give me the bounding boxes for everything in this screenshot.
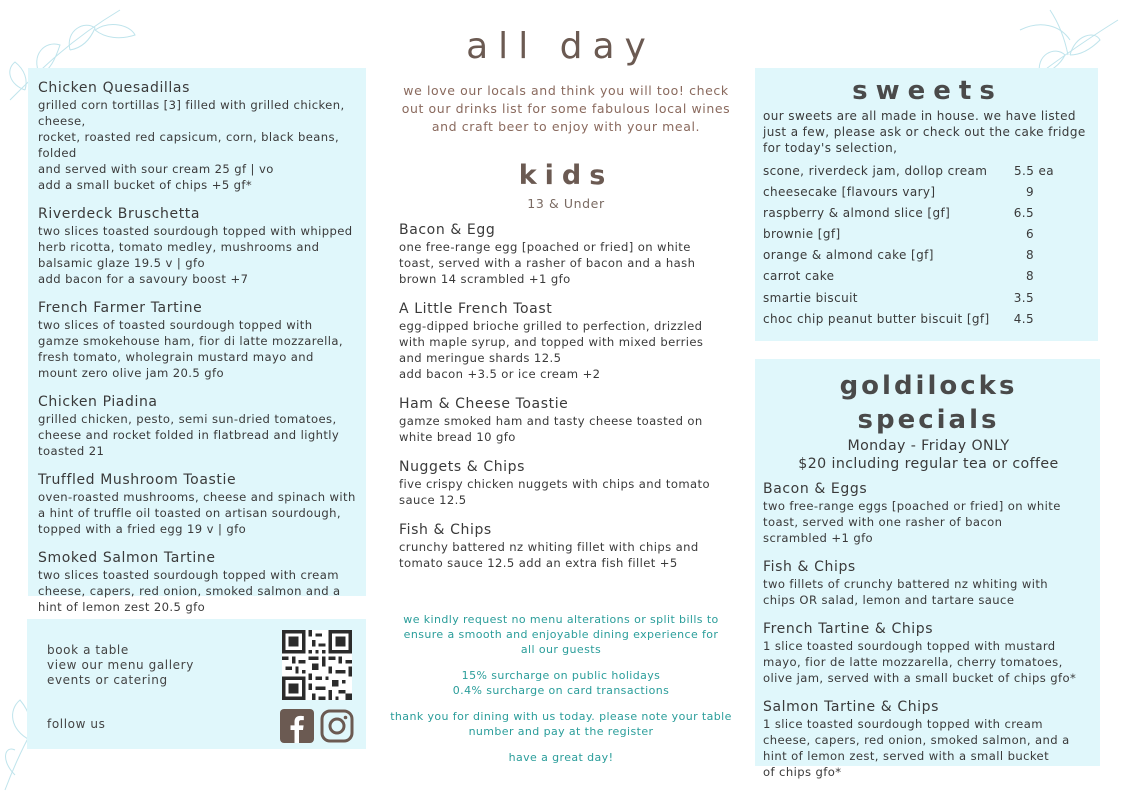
kids-menu-item xyxy=(399,222,739,287)
menu-item-name: Smoked Salmon Tartine xyxy=(38,550,216,566)
menu-item xyxy=(38,206,360,287)
sweets-intro: our sweets are all made in house. we have listed just a few, please ask or check out the cake fridge for today's selection, xyxy=(763,109,1086,155)
menu-item xyxy=(38,550,360,615)
page-title: all day xyxy=(466,26,656,67)
menu-item xyxy=(38,394,360,459)
sweet-price: 3.5 xyxy=(1013,290,1034,305)
sweet-price: 8 xyxy=(1025,248,1034,263)
menu-item-name: Chicken Piadina xyxy=(38,394,158,410)
kids-menu-item xyxy=(399,459,739,508)
sweet-item xyxy=(763,248,1092,269)
kids-subtitle: 13 & Under xyxy=(527,196,605,211)
menu-item-description: egg-dipped brioche grilled to perfection, drizzled with maple syrup, and topped with mixed berries and meringue shards 12.5 add bacon +3.5 or ice cream +2 xyxy=(399,319,704,381)
kids-title: kids xyxy=(518,160,614,191)
menu-item-name: Ham & Cheese Toastie xyxy=(399,396,569,412)
menu-item-name: Bacon & Eggs xyxy=(763,481,868,497)
menu-item-description: one free-range egg [poached or fried] on white toast, served with a rasher of bacon and a hash brown 14 scrambled +1 gfo xyxy=(399,240,696,286)
menu-item-description: two free-range eggs [poached or fried] on white toast, served with one rasher of bacon scrambled +1 gfo xyxy=(763,499,1061,545)
menu-item-name: French Tartine & Chips xyxy=(763,621,934,637)
sweet-price: 8 xyxy=(1025,269,1034,284)
menu-item xyxy=(38,80,360,193)
menu-gallery-link[interactable]: view our menu gallery xyxy=(47,658,194,672)
goldilocks-days: Monday - Friday ONLY xyxy=(847,438,1010,454)
intro-text: we love our locals and think you will too! check out our drinks list for some fabulous local wines and craft beer to enjoy with your meal. xyxy=(401,83,731,134)
menu-item-description: two slices toasted sourdough topped with cream cheese, capers, red onion, smoked salmon and a hint of lemon zest 20.5 gfo xyxy=(38,568,341,614)
menu-item-description: crunchy battered nz whiting fillet with chips and tomato sauce 12.5 add an extra fish fillet +5 xyxy=(399,540,699,570)
sweet-item xyxy=(763,291,1092,312)
sweet-price: 5.5 ea xyxy=(1013,164,1054,178)
sweet-name: cheesecake [flavours vary] xyxy=(763,185,936,200)
sweet-price: 6.5 xyxy=(1013,206,1034,221)
sweet-item xyxy=(763,206,1092,227)
sweet-item xyxy=(763,227,1092,248)
sweet-name: smartie biscuit xyxy=(763,290,858,305)
menu-item-name: Truffled Mushroom Toastie xyxy=(38,472,237,488)
menu-item-description: grilled chicken, pesto, semi sun-dried tomatoes, cheese and rocket folded in flatbread and lightly toasted 21 xyxy=(38,412,340,458)
alterations-note: we kindly request no menu alterations or split bills to ensure a smooth and enjoyable dining experience for all our guests xyxy=(403,613,719,656)
kids-menu-item xyxy=(399,522,739,571)
main-menu-panel xyxy=(28,68,366,614)
goldilocks-item xyxy=(763,621,1094,686)
events-catering-link[interactable]: events or catering xyxy=(47,673,168,687)
sweet-name: carrot cake xyxy=(763,269,835,284)
menu-item-description: gamze smoked ham and tasty cheese toasted on white bread 10 gfo xyxy=(399,414,703,444)
sweet-price: 6 xyxy=(1025,227,1034,242)
goldilocks-title: goldilocks specials xyxy=(839,371,1018,435)
menu-item-name: Chicken Quesadillas xyxy=(38,80,190,96)
menu-item-name: Fish & Chips xyxy=(763,559,856,575)
goldilocks-list xyxy=(763,481,1094,780)
qr-code-icon[interactable] xyxy=(282,630,352,700)
sweet-price: 4.5 xyxy=(1013,311,1034,326)
menu-item-description: 1 slice toasted sourdough topped with cream cheese, capers, red onion, smoked salmon, and a hint of lemon zest, served with a small bucket of chips gfo* xyxy=(763,717,1070,779)
book-table-link[interactable]: book a table xyxy=(47,643,129,657)
sweet-price: 9 xyxy=(1025,185,1034,200)
sweet-name: brownie [gf] xyxy=(763,227,841,242)
menu-item xyxy=(38,300,360,381)
menu-item xyxy=(38,472,360,537)
menu-item-description: two fillets of crunchy battered nz whiting with chips OR salad, lemon and tartare sauce xyxy=(763,577,1049,607)
menu-item-name: Salmon Tartine & Chips xyxy=(763,699,940,715)
sweet-item xyxy=(763,312,1092,333)
menu-item-description: two slices toasted sourdough topped with whipped herb ricotta, tomato medley, mushrooms and balsamic glaze 19.5 v | gfo add bacon for a savoury boost +7 xyxy=(38,224,353,286)
payment-note: thank you for dining with us today. please note your table number and pay at the register xyxy=(390,710,732,738)
sweet-name: raspberry & almond slice [gf] xyxy=(763,206,951,221)
kids-menu-item xyxy=(399,396,739,445)
sweet-name: scone, riverdeck jam, dollop cream xyxy=(763,164,988,178)
menu-item-name: A Little French Toast xyxy=(399,301,553,317)
sweet-item xyxy=(763,164,1092,185)
kids-menu xyxy=(399,222,739,585)
sweet-item xyxy=(763,185,1092,206)
menu-item-name: French Farmer Tartine xyxy=(38,300,203,316)
menu-item-name: Riverdeck Bruschetta xyxy=(38,206,201,222)
menu-item-description: 1 slice toasted sourdough topped with mustard mayo, fior de latte mozzarella, cherry tomatoes, olive jam, served with a small bucket of chips gfo* xyxy=(763,639,1077,685)
goldilocks-price: $20 including regular tea or coffee xyxy=(798,456,1059,472)
follow-us-label: follow us xyxy=(47,717,106,731)
goldilocks-item xyxy=(763,559,1094,608)
menu-item-description: oven-roasted mushrooms, cheese and spinach with a hint of truffle oil toasted on artisan sourdough, topped with a fried egg 19 v | gfo xyxy=(38,490,356,536)
booking-panel xyxy=(27,619,366,749)
instagram-icon[interactable] xyxy=(320,709,354,743)
menu-item-name: Nuggets & Chips xyxy=(399,459,526,475)
menu-item-name: Fish & Chips xyxy=(399,522,492,538)
goldilocks-item xyxy=(763,699,1094,780)
menu-item-description: grilled corn tortillas [3] filled with grilled chicken, cheese, rocket, roasted red capsicum, corn, black beans, folded and served with sour cream 25 gf | vo add a small bucket of chips +5 gf* xyxy=(38,98,345,192)
goldilocks-item xyxy=(763,481,1094,546)
sweet-name: choc chip peanut butter biscuit [gf] xyxy=(763,311,990,326)
kids-menu-item xyxy=(399,301,739,382)
goldilocks-panel xyxy=(755,359,1100,779)
sweet-name: orange & almond cake [gf] xyxy=(763,248,934,263)
sweet-item xyxy=(763,269,1092,290)
facebook-icon[interactable] xyxy=(280,709,314,743)
sweets-title: sweets xyxy=(852,76,1003,106)
menu-item-description: five crispy chicken nuggets with chips and tomato sauce 12.5 xyxy=(399,477,710,507)
sweets-list xyxy=(763,164,1092,333)
menu-item-description: two slices of toasted sourdough topped with gamze smokehouse ham, fior di latte mozzarella, fresh tomato, wholegrain mustard mayo and mount zero olive jam 20.5 gfo xyxy=(38,318,343,380)
policy-notes xyxy=(388,612,734,776)
booking-links xyxy=(47,643,194,688)
surcharge-note: 15% surcharge on public holidays 0.4% surcharge on card transactions xyxy=(452,669,670,697)
menu-item-name: Bacon & Egg xyxy=(399,222,496,238)
farewell-note: have a great day! xyxy=(508,751,614,764)
sweets-panel xyxy=(755,68,1098,341)
